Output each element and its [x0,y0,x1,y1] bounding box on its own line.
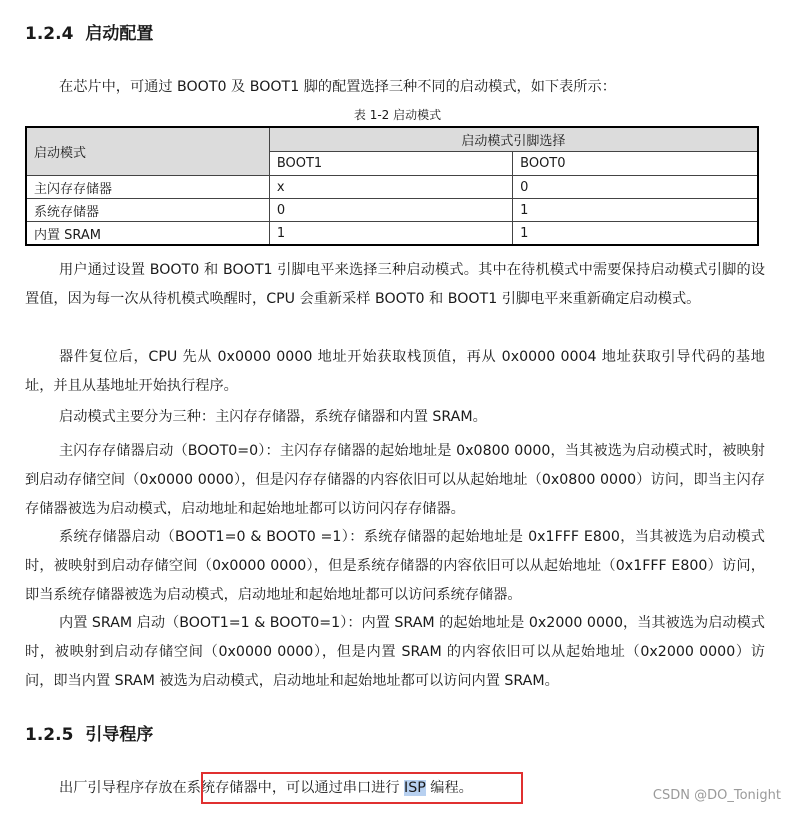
paragraph-sram-boot: 内置 SRAM 启动（BOOT1=1 & BOOT0=1）：内置 SRAM 的起始地址是 0x2000 0000，当其被选为启动模式时，被映射到启动存储空间（0x0000 0000），但是内置 SRAM 的内容依旧可以从起始地址（0x2000 0000）访问，即当内置 SRAM 被选为启动模式，启动地址和起始地址都可以访问内置 SRAM。 [25,615,765,689]
cell-mode: 主闪存存储器 [26,176,269,199]
section-number: 1.2.4 [25,24,74,44]
section-number: 1.2.5 [25,725,74,745]
csdn-watermark: CSDN @DO_Tonight [652,788,781,803]
table-header-row [26,127,758,152]
intro-paragraph: 在芯片中，可通过 BOOT0 及 BOOT1 脚的配置选择三种不同的启动模式，如下表所示： [59,79,616,95]
section-title: 引导程序 [85,725,154,745]
highlighted-text-a: 系统存储器中，可以通过串口进行 [186,780,405,796]
header-pin-select: 启动模式引脚选择 [269,127,758,152]
boot-mode-table [25,126,759,246]
cell-mode: 内置 SRAM [26,222,269,246]
cell-boot1: 1 [269,222,512,246]
header-mode: 启动模式 [26,127,269,176]
header-boot1: BOOT1 [269,152,512,176]
cell-boot0: 1 [513,222,758,246]
highlighted-text-b: 编程。 [425,780,473,796]
paragraph-boot-pins: 用户通过设置 BOOT0 和 BOOT1 引脚电平来选择三种启动模式。其中在待机模式中需要保持启动模式引脚的设置值，因为每一次从待机模式唤醒时，CPU 会重新采样 BOOT0 和 BOOT1 引脚电平来重新确定启动模式。 [25,262,765,307]
selected-text[interactable]: ISP [404,780,426,796]
cell-mode: 系统存储器 [26,199,269,222]
paragraph-system-boot: 系统存储器启动（BOOT1=0 & BOOT0 =1）：系统存储器的起始地址是 0x1FFF E800，当其被选为启动模式时，被映射到启动存储空间（0x0000 0000），但是系统存储器的内容依旧可以从起始地址（0x1FFF E800）访问，即当系统存储器被选为启动模式，启动地址和起始地址都可以访问系统存储器。 [25,529,765,603]
header-boot0: BOOT0 [513,152,758,176]
section-title: 启动配置 [85,24,154,44]
cell-boot1: x [269,176,512,199]
bootloader-prefix: 出厂引导程序存放在 [59,780,187,796]
table-row [26,176,758,199]
cell-boot0: 0 [513,176,758,199]
section-heading-1-2-5 [25,720,153,745]
table-caption: 表 1-2 启动模式 [353,108,442,122]
section-heading-1-2-4 [25,19,153,44]
highlight-box [201,772,523,804]
table-row [26,199,758,222]
paragraph-modes-summary: 启动模式主要分为三种：主闪存存储器，系统存储器和内置 SRAM。 [59,409,487,425]
paragraph-flash-boot: 主闪存存储器启动（BOOT0=0）：主闪存存储器的起始地址是 0x0800 0000，当其被选为启动模式时，被映射到启动存储空间（0x0000 0000），但是闪存存储器的内容依旧可以从起始地址（0x0800 0000）访问，即当主闪存存储器被选为启动模式，启动地址和起始地址都可以访问闪存存储器。 [25,443,765,517]
table-row [26,222,758,246]
cell-boot1: 0 [269,199,512,222]
paragraph-reset: 器件复位后，CPU 先从 0x0000 0000 地址开始获取栈顶值，再从 0x0000 0004 地址获取引导代码的基地址，并且从基地址开始执行程序。 [25,349,765,394]
cell-boot0: 1 [513,199,758,222]
